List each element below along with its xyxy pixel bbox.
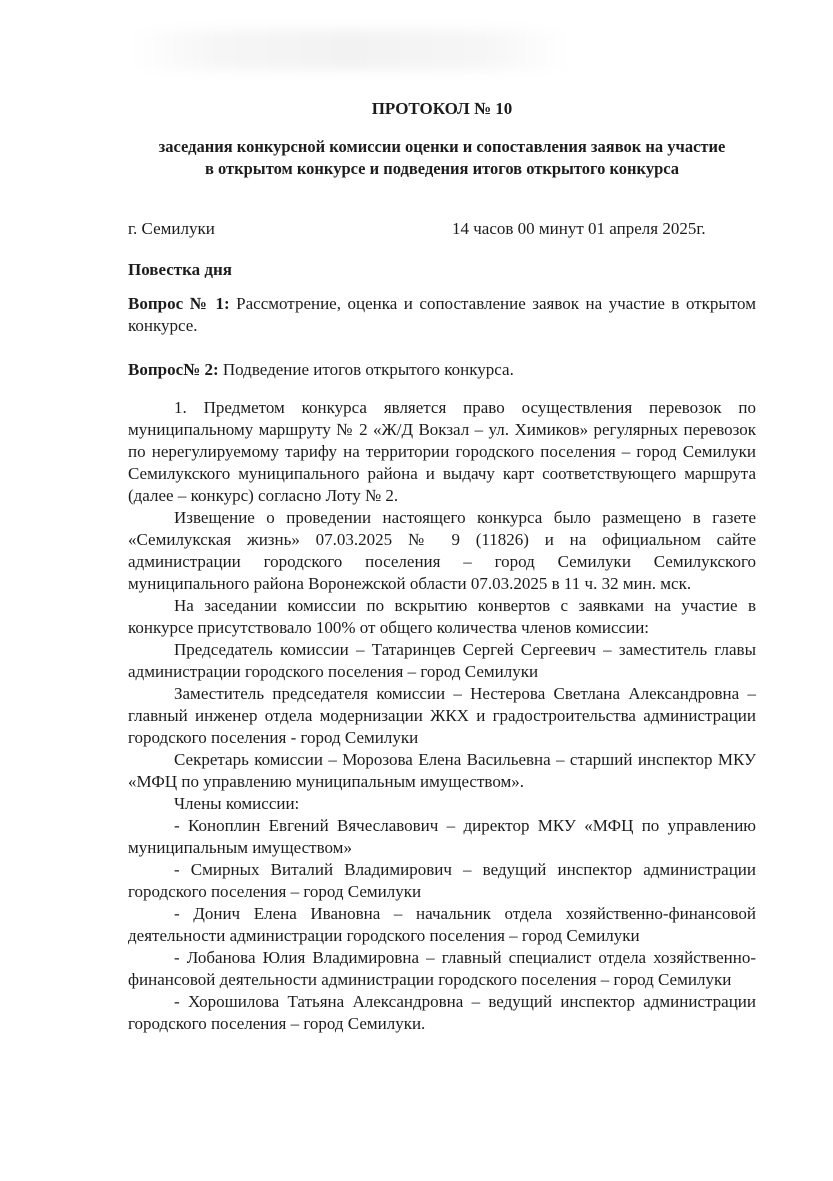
question-2 xyxy=(128,359,756,381)
member-item: - Смирных Виталий Владимирович – ведущий инспектор администрации городского поселения – город Семилуки xyxy=(128,860,756,901)
member-item: - Коноплин Евгений Вячеславович – директор МКУ «МФЦ по управлению муниципальным имуществом» xyxy=(128,816,756,857)
document-title: ПРОТОКОЛ № 10 xyxy=(371,99,513,118)
protocol-body xyxy=(128,397,756,1035)
question-2-label: Вопрос№ 2: xyxy=(128,360,219,379)
paragraph-attendance: На заседании комиссии по вскрытию конвертов с заявками на участие в конкурсе присутствовало 100% от общего количества членов комиссии: xyxy=(128,596,756,637)
scan-bleed-through xyxy=(130,30,570,70)
paragraph-members-heading: Члены комиссии: xyxy=(174,794,300,813)
agenda-heading: Повестка дня xyxy=(128,260,233,279)
meeting-datetime: 14 часов 00 минут 01 апреля 2025г. xyxy=(452,219,706,238)
place-date-row xyxy=(128,218,756,240)
document-subtitle xyxy=(128,136,756,180)
question-1-text: Рассмотрение, оценка и сопоставление заявок на участие в открытом конкурсе. xyxy=(128,294,756,335)
member-item: - Лобанова Юлия Владимировна – главный специалист отдела хозяйственно-финансовой деятельности администрации городского поселения – город Семилуки xyxy=(128,948,756,989)
city: г. Семилуки xyxy=(128,219,215,238)
subtitle-line-1: заседания конкурсной комиссии оценки и сопоставления заявок на участие xyxy=(158,137,726,156)
paragraph-secretary: Секретарь комиссии – Морозова Елена Васильевна – старший инспектор МКУ «МФЦ по управлению муниципальным имуществом». xyxy=(128,750,756,791)
paragraph-subject: 1. Предметом конкурса является право осуществления перевозок по муниципальному маршруту № 2 «Ж/Д Вокзал – ул. Химиков» регулярных перевозок по нерегулируемому тарифу на территории городского поселения – город Семилуки Семилукского муниципального района и выдачу карт соответствующего маршрута (далее – конкурс) согласно Лоту № 2. xyxy=(128,398,756,505)
subtitle-line-2: в открытом конкурсе и подведения итогов открытого конкурса xyxy=(204,159,680,178)
member-item: - Донич Елена Ивановна – начальник отдела хозяйственно-финансовой деятельности администрации городского поселения – город Семилуки xyxy=(128,904,756,945)
question-2-text: Подведение итогов открытого конкурса. xyxy=(218,360,514,379)
question-1 xyxy=(128,293,756,337)
member-item: - Хорошилова Татьяна Александровна – ведущий инспектор администрации городского поселения – город Семилуки. xyxy=(128,992,756,1033)
question-1-label: Вопрос № 1: xyxy=(128,294,230,313)
paragraph-deputy-chairman: Заместитель председателя комиссии – Нестерова Светлана Александровна – главный инженер отдела модернизации ЖКХ и градостроительства администрации городского поселения - город Семилуки xyxy=(128,684,756,747)
paragraph-chairman: Председатель комиссии – Татаринцев Сергей Сергеевич – заместитель главы администрации городского поселения – город Семилуки xyxy=(128,640,756,681)
paragraph-notice: Извещение о проведении настоящего конкурса было размещено в газете «Семилукская жизнь» 07.03.2025 № 9 (11826) и на официальном сайте администрации городского поселения – город Семилуки Семилукского муниципального района Воронежской области 07.03.2025 в 11 ч. 32 мин. мск. xyxy=(128,508,756,593)
